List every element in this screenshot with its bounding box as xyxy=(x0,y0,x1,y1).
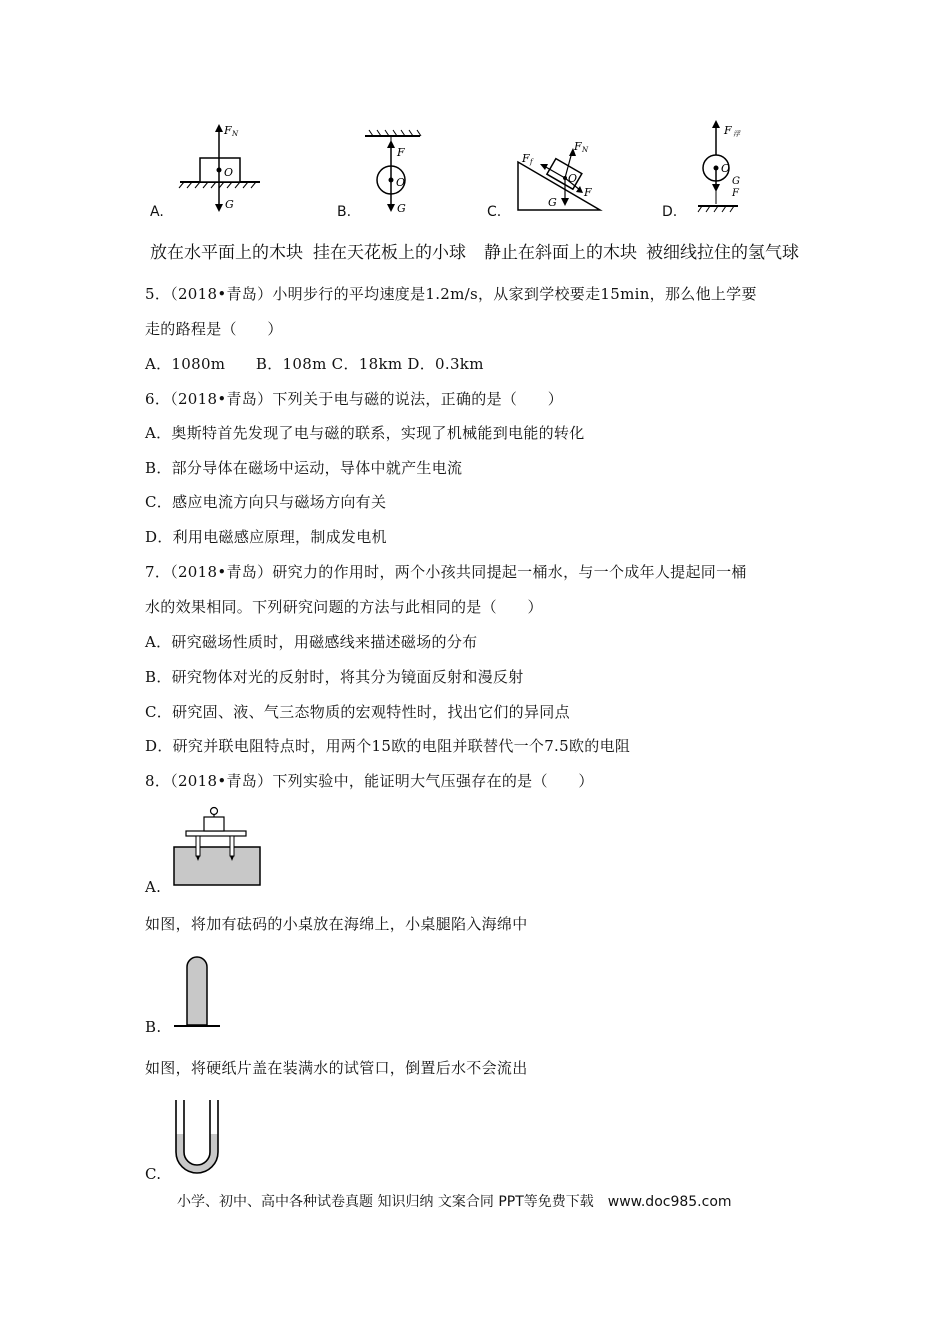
q7-option-d: D．研究并联电阻特点时，用两个15欧的电阻并联替代一个7.5欧的电阻 xyxy=(145,737,631,755)
fn-label-c: F xyxy=(574,140,582,153)
q5-stem-1: 5．（2018•青岛）小明步行的平均速度是1.2m/s，从家到学校要走15min，那么他上学要 xyxy=(145,285,757,303)
q8-option-a-label: A. xyxy=(145,878,162,896)
q6-option-c: C．感应电流方向只与磁场方向有关 xyxy=(145,493,387,511)
q6-stem: 6．（2018•青岛）下列关于电与磁的说法，正确的是（ ） xyxy=(145,390,564,408)
o-label-b: O xyxy=(396,176,406,189)
ff-label-c: F xyxy=(522,152,530,165)
q4-figure-a xyxy=(150,120,270,225)
q4-label-a: A. xyxy=(150,204,164,220)
q8-figure-c xyxy=(170,1098,230,1178)
q6-option-a: A．奥斯特首先发现了电与磁的联系，实现了机械能到电能的转化 xyxy=(145,424,585,442)
caption-d: 被细线拉住的氢气球 xyxy=(646,243,799,263)
q8-stem: 8．（2018•青岛）下列实验中，能证明大气压强存在的是（ ） xyxy=(145,772,594,790)
q8-figure-b xyxy=(170,955,230,1030)
q4-label-b: B. xyxy=(337,204,352,220)
q5-options: A．1080m B．108m C．18km D．0.3km xyxy=(145,355,484,373)
fn-sub-a: N xyxy=(232,130,239,138)
q8-figure-a xyxy=(170,805,270,890)
q5-stem-2: 走的路程是（ ） xyxy=(145,320,283,338)
f-label-c: F xyxy=(584,186,592,199)
o-label-c: O xyxy=(568,172,578,185)
caption-b: 挂在天花板上的小球 xyxy=(313,243,466,263)
q4-label-c: C. xyxy=(487,204,502,220)
fn-label-a: F xyxy=(224,124,232,137)
g-label-c: G xyxy=(548,196,557,209)
o-label-a: O xyxy=(224,166,234,179)
q7-stem-1: 7．（2018•青岛）研究力的作用时，两个小孩共同提起一桶水，与一个成年人提起同一桶 xyxy=(145,563,747,581)
q7-stem-2: 水的效果相同。下列研究问题的方法与此相同的是（ ） xyxy=(145,598,543,616)
g-label-b: G xyxy=(397,202,406,215)
q8-option-b-label: B. xyxy=(145,1018,162,1036)
ff-label-d: F xyxy=(724,124,732,137)
caption-c: 静止在斜面上的木块 xyxy=(484,243,637,263)
caption-a: 放在水平面上的木块 xyxy=(150,243,303,263)
q4-figure-b xyxy=(355,128,435,218)
f-label-d: F xyxy=(732,188,739,199)
q7-option-c: C．研究固、液、气三态物质的宏观特性时，找出它们的异同点 xyxy=(145,703,570,721)
g-label-a: G xyxy=(225,198,234,211)
q4-figure-c xyxy=(510,140,610,215)
q6-option-d: D．利用电磁感应原理，制成发电机 xyxy=(145,528,387,546)
q7-option-a: A．研究磁场性质时，用磁感线来描述磁场的分布 xyxy=(145,633,478,651)
fn-sub-c: N xyxy=(582,146,589,154)
q4-figure-d xyxy=(690,118,770,218)
q8-option-a-desc: 如图，将加有砝码的小桌放在海绵上，小桌腿陷入海绵中 xyxy=(145,915,528,933)
q6-option-b: B．部分导体在磁场中运动，导体中就产生电流 xyxy=(145,459,463,477)
q4-label-d: D. xyxy=(662,204,678,220)
o-label-d: O xyxy=(721,162,731,175)
ff-sub-d: 浮 xyxy=(733,130,740,138)
g-label-d: G xyxy=(732,176,740,187)
q8-option-c-label: C. xyxy=(145,1165,162,1183)
page-footer: 小学、初中、高中各种试卷真题 知识归纳 文案合同 PPT等免费下载 www.doc985.com xyxy=(177,1194,732,1210)
f-label-b: F xyxy=(397,146,405,159)
ff-sub-c: f xyxy=(530,158,533,166)
q7-option-b: B．研究物体对光的反射时，将其分为镜面反射和漫反射 xyxy=(145,668,524,686)
q8-option-b-desc: 如图，将硬纸片盖在装满水的试管口，倒置后水不会流出 xyxy=(145,1059,528,1077)
